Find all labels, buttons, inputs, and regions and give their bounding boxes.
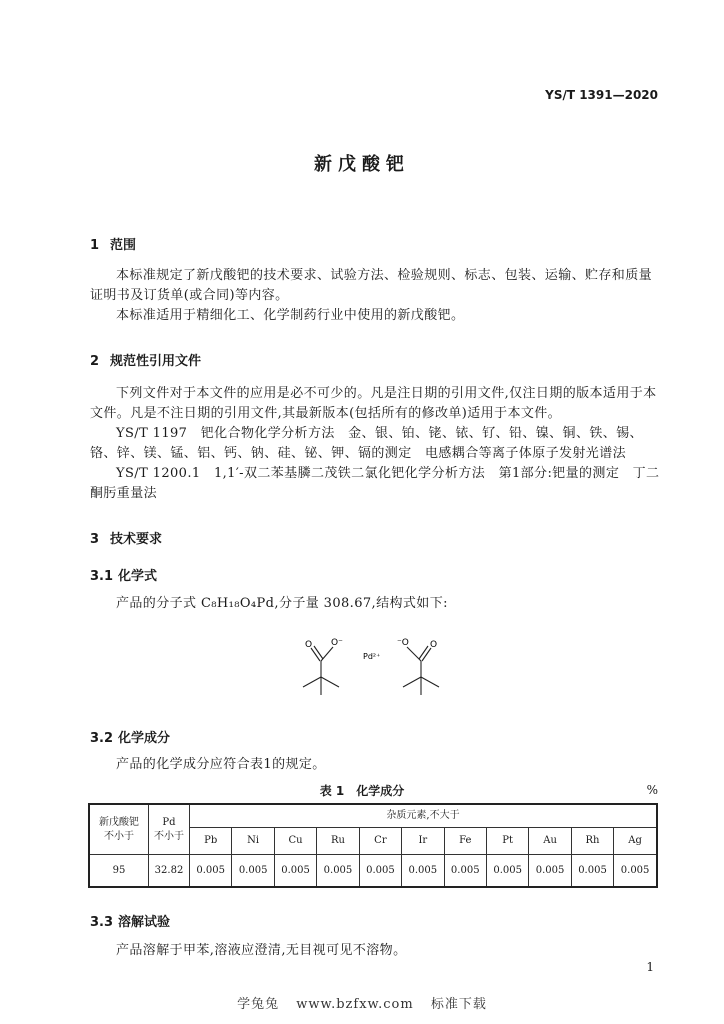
- section-title: 技术要求: [110, 532, 163, 547]
- section-number: 2: [90, 354, 100, 369]
- paragraph: 产品的化学成分应符合表1的规定。: [116, 757, 326, 772]
- value-cell: 0.005: [317, 855, 359, 888]
- element-cell: Ru: [317, 828, 359, 855]
- subsection-3-3-body: [90, 941, 660, 961]
- reference-item: YS/T 1200.1 1,1′-双二苯基膦二茂铁二氯化钯化学分析方法 第1部分:钯量的测定 丁二酮肟重量法: [90, 466, 660, 501]
- subsection-number: 3.1: [90, 569, 114, 584]
- header-cell-purity: [89, 804, 149, 855]
- header-cell-impurities: 杂质元素,不大于: [190, 804, 658, 828]
- oxygen-label: O: [305, 640, 313, 650]
- subsection-3-1-heading: [90, 565, 157, 584]
- paragraph: 本标准规定了新戊酸钯的技术要求、试验方法、检验规则、标志、包装、运输、贮存和质量证明书及订货单(或合同)等内容。: [90, 268, 653, 303]
- molecular-formula: C₈H₁₈O₄Pd: [200, 596, 275, 611]
- footer-url[interactable]: www.bzfxw.com: [296, 997, 414, 1012]
- element-cell: Ir: [402, 828, 444, 855]
- element-cell: Cr: [359, 828, 401, 855]
- subsection-title: 化学成分: [118, 731, 171, 746]
- value-cell: 0.005: [232, 855, 274, 888]
- subsection-3-2-body: [90, 755, 660, 775]
- table-unit: %: [646, 783, 658, 797]
- standard-number: YS/T 1391—2020: [545, 88, 658, 102]
- element-cell: Ag: [614, 828, 657, 855]
- element-cell: Au: [529, 828, 571, 855]
- section-title: 规范性引用文件: [110, 354, 202, 369]
- value-cell-purity: 95: [89, 855, 149, 888]
- footer-watermark: [0, 993, 724, 1012]
- subsection-title: 溶解试验: [118, 915, 171, 930]
- section-number: 1: [90, 238, 100, 253]
- value-cell: 0.005: [486, 855, 528, 888]
- oxygen-anion-label: ⁻O: [397, 638, 409, 648]
- section-number: 3: [90, 532, 100, 547]
- right-pivalate-bonds: [403, 646, 439, 695]
- structural-formula-diagram: [295, 631, 455, 699]
- section-2-heading: [90, 350, 201, 369]
- oxygen-label: O: [430, 640, 438, 650]
- value-cell: 0.005: [529, 855, 571, 888]
- value-cell: 0.005: [190, 855, 232, 888]
- element-cell: Rh: [571, 828, 613, 855]
- oxygen-anion-label: O⁻: [331, 638, 343, 648]
- header-cell-pd: [149, 804, 190, 855]
- element-cell: Pb: [190, 828, 232, 855]
- subsection-3-2-heading: [90, 727, 170, 746]
- section-title: 范围: [110, 238, 137, 253]
- header-text: 不小于: [154, 830, 184, 842]
- document-title: 新戊酸钯: [314, 154, 410, 175]
- palladium-ion-label: Pd²⁺: [363, 652, 381, 661]
- footer-site-name: 学兔兔: [237, 997, 280, 1012]
- reference-item: YS/T 1197 钯化合物化学分析方法 金、银、铂、铑、铱、钌、铅、镍、铜、铁、锡、铬、锌、镁、锰、铝、钙、钠、硅、铋、钾、镉的测定 电感耦合等离子体原子发射光谱法: [90, 426, 643, 461]
- table-caption: 表 1 化学成分: [319, 784, 405, 798]
- subsection-title: 化学式: [118, 569, 158, 584]
- page-number: 1: [646, 960, 654, 974]
- footer-slogan: 标准下载: [430, 997, 487, 1012]
- formula-prefix: 产品的分子式: [116, 596, 201, 611]
- element-cell: Ni: [232, 828, 274, 855]
- section-2-body: [90, 384, 660, 504]
- formula-suffix: ,分子量 308.67,结构式如下:: [274, 596, 448, 611]
- paragraph: 下列文件对于本文件的应用是必不可少的。凡是注日期的引用文件,仅注日期的版本适用于本文件。凡是不注日期的引用文件,其最新版本(包括所有的修改单)适用于本文件。: [90, 386, 657, 421]
- table-row: [89, 855, 657, 888]
- table-header-row: [89, 804, 657, 828]
- section-1-body: [90, 266, 660, 326]
- element-cell: Cu: [274, 828, 316, 855]
- paragraph: 产品溶解于甲苯,溶液应澄清,无目视可见不溶物。: [116, 943, 407, 958]
- chemical-composition-table: [88, 803, 658, 888]
- value-cell: 0.005: [402, 855, 444, 888]
- section-1-heading: [90, 234, 136, 253]
- subsection-number: 3.2: [90, 731, 114, 746]
- paragraph: 本标准适用于精细化工、化学制药行业中使用的新戊酸钯。: [116, 308, 465, 323]
- subsection-number: 3.3: [90, 915, 114, 930]
- value-cell: 0.005: [614, 855, 657, 888]
- left-pivalate-bonds: [303, 646, 339, 695]
- value-cell: 0.005: [359, 855, 401, 888]
- header-text: Pd: [162, 816, 176, 828]
- header-text: 新戊酸钯: [99, 816, 139, 828]
- subsection-3-3-heading: [90, 911, 170, 930]
- formula-line: [90, 594, 660, 614]
- value-cell: 0.005: [274, 855, 316, 888]
- section-3-heading: [90, 528, 162, 547]
- value-cell-pd: 32.82: [149, 855, 190, 888]
- element-cell: Fe: [444, 828, 486, 855]
- element-cell: Pt: [486, 828, 528, 855]
- value-cell: 0.005: [444, 855, 486, 888]
- value-cell: 0.005: [571, 855, 613, 888]
- header-text: 不小于: [104, 830, 134, 842]
